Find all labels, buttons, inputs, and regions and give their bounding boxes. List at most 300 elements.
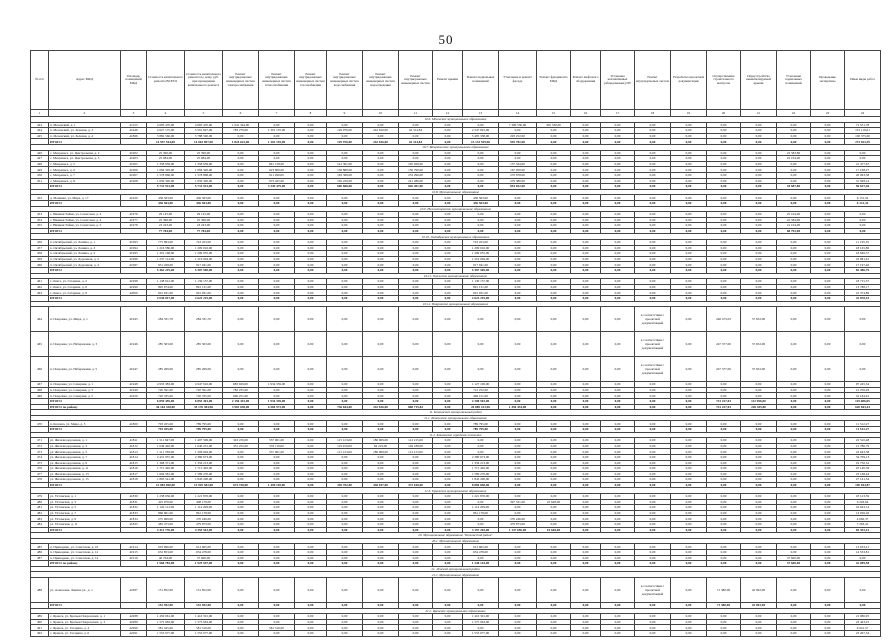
table-cell: 0,00 xyxy=(635,167,671,173)
table-row xyxy=(31,577,881,602)
table-row xyxy=(31,357,881,382)
table-cell: 0,00 xyxy=(571,404,601,410)
address-cell: с. Мехреньга, д. 8 xyxy=(49,178,121,184)
table-cell: 0,00 xyxy=(433,284,463,290)
table-cell: 469 151,00 xyxy=(463,393,499,399)
table-cell: 0,00 xyxy=(295,307,327,332)
table-cell: 0,00 xyxy=(259,614,295,620)
table-cell: 0,00 xyxy=(671,460,707,466)
table-cell: 0,00 xyxy=(777,494,811,500)
table-cell: 149 188,00 xyxy=(399,443,433,449)
table-cell: 0,00 xyxy=(499,421,537,427)
column-header: Адрес МКД xyxy=(49,51,121,110)
table-cell: 0,00 xyxy=(777,454,811,460)
table-cell: 0,00 xyxy=(327,602,363,608)
table-cell: 0,00 xyxy=(741,625,777,631)
table-cell: 0,00 xyxy=(707,167,741,173)
table-cell: 0,00 xyxy=(635,421,671,427)
table-cell: 490 xyxy=(31,619,49,625)
table-cell: 0,00 xyxy=(777,262,811,268)
column-header: Ремонт лифтового оборудования xyxy=(571,51,601,110)
table-cell: 0,00 xyxy=(259,466,295,472)
table-cell: 0,00 xyxy=(433,460,463,466)
table-cell: 0,00 xyxy=(741,527,777,533)
address-cell: ул. Ухтомская, д. 7 xyxy=(49,510,121,516)
table-cell: 14 957 544,00 xyxy=(147,139,185,145)
table-cell: 0,00 xyxy=(671,268,707,274)
table-cell: 0,00 xyxy=(499,561,537,567)
table-cell: 0,00 xyxy=(571,256,601,262)
table-cell: 0,00 xyxy=(433,200,463,206)
table-cell: 0,00 xyxy=(363,262,399,268)
address-cell: ИТОГО xyxy=(49,184,121,190)
column-number: 20 xyxy=(707,110,741,117)
table-cell: 0,00 xyxy=(571,161,601,167)
table-cell: 0,00 xyxy=(671,382,707,388)
table-cell: 0,00 xyxy=(433,251,463,257)
table-cell: 652 853,00 xyxy=(147,550,185,556)
table-cell: 0,00 xyxy=(571,505,601,511)
table-cell: 0,00 xyxy=(399,499,433,505)
table-cell: 720 591,00 xyxy=(147,387,185,393)
table-cell: 0,00 xyxy=(463,217,499,223)
table-cell: 25 140,59 xyxy=(845,466,881,472)
table-cell: 0,00 xyxy=(707,454,741,460)
table-cell: 0,00 xyxy=(327,527,363,533)
table-cell: 0,00 xyxy=(811,172,845,178)
table-cell: 0,00 xyxy=(463,443,499,449)
table-cell: 0,00 xyxy=(601,561,635,567)
table-cell: 0,00 xyxy=(741,443,777,449)
table-cell: 0,00 xyxy=(777,602,811,608)
table-cell: 0,00 xyxy=(433,195,463,201)
table-cell: 0,00 xyxy=(463,577,499,602)
table-cell: 0,00 xyxy=(363,460,399,466)
table-cell: 246 473,03 xyxy=(707,307,741,332)
table-cell: 0,00 xyxy=(601,454,635,460)
table-cell: 0,00 xyxy=(571,251,601,257)
table-cell: 0,00 xyxy=(295,178,327,184)
column-header: Установка коллективных (общедомовых) ПУ xyxy=(601,51,635,110)
table-cell: 0,00 xyxy=(537,387,571,393)
table-cell: 18 946,37 xyxy=(845,251,881,257)
table-cell: 0,00 xyxy=(537,245,571,251)
table-cell: 436 563,00 xyxy=(463,195,499,201)
table-cell: 0,00 xyxy=(259,262,295,268)
table-cell: 0,00 xyxy=(601,184,635,190)
table-cell: 0,00 xyxy=(363,178,399,184)
table-cell: 0,00 xyxy=(433,561,463,567)
section-title: 21.1. Муниципальное образование xyxy=(31,572,881,578)
table-cell: 0,00 xyxy=(295,262,327,268)
table-cell: 0,00 xyxy=(295,577,327,602)
table-cell: 0,00 xyxy=(433,404,463,410)
column-number: 3 xyxy=(121,110,147,117)
table-cell: 17 168,27 xyxy=(845,167,881,173)
table-cell: 41946 xyxy=(121,128,147,134)
table-cell: 0,00 xyxy=(777,398,811,404)
table-cell: 19 750,52 xyxy=(845,460,881,466)
table-cell: 41830 xyxy=(121,494,147,500)
table-cell: 0,00 xyxy=(363,499,399,505)
table-cell: 0,00 xyxy=(537,466,571,472)
table-cell: 0,00 xyxy=(601,122,635,128)
table-cell: 0,00 xyxy=(601,150,635,156)
table-cell: 0,00 xyxy=(295,630,327,636)
table-cell: 0,00 xyxy=(777,516,811,522)
table-cell: 25 084,00 xyxy=(185,156,223,162)
table-cell: 0,00 xyxy=(399,262,433,268)
table-cell: 0,00 xyxy=(433,167,463,173)
table-cell: 613 665,00 xyxy=(463,544,499,550)
table-cell: 0,00 xyxy=(811,245,845,251)
table-cell: 0,00 xyxy=(635,393,671,399)
table-cell: 0,00 xyxy=(635,382,671,388)
table-cell: 302 530,00 xyxy=(537,122,571,128)
table-cell: 0,00 xyxy=(707,200,741,206)
table-cell: 0,00 xyxy=(601,161,635,167)
table-cell: 0,00 xyxy=(741,382,777,388)
table-cell: 0,00 xyxy=(537,223,571,229)
address-cell: п. Мезенский, ул. Зеленая, д. 3 xyxy=(49,128,121,134)
table-cell: 0,00 xyxy=(635,268,671,274)
table-cell: 41831 xyxy=(121,499,147,505)
table-cell: 0,00 xyxy=(671,217,707,223)
table-cell: 5 495 338,00 xyxy=(463,133,499,139)
table-cell: 0,00 xyxy=(811,223,845,229)
header-row xyxy=(31,51,881,110)
table-cell: 18 123,59 xyxy=(845,494,881,500)
table-cell: 0,00 xyxy=(399,296,433,302)
table-cell: 454 xyxy=(31,217,49,223)
table-cell: 0,00 xyxy=(259,240,295,246)
table-cell: 0,00 xyxy=(223,505,259,511)
table-cell: 0,00 xyxy=(463,228,499,234)
table-cell: 0,00 xyxy=(363,307,399,332)
table-cell: 0,00 xyxy=(571,296,601,302)
table-cell: 0,00 xyxy=(463,212,499,218)
table-cell: 0,00 xyxy=(433,172,463,178)
table-cell: 931 458,00 xyxy=(147,262,185,268)
column-header: № п/п xyxy=(31,51,49,110)
table-cell: 0,00 xyxy=(707,290,741,296)
table-cell: 0,00 xyxy=(363,332,399,357)
table-cell: 0,00 xyxy=(811,544,845,550)
table-cell: 190 844,87 xyxy=(845,482,881,488)
table-cell: 0,00 xyxy=(811,290,845,296)
table-cell: 397 531,00 xyxy=(499,499,537,505)
table-cell: 0,00 xyxy=(707,139,741,145)
table-cell: 0,00 xyxy=(571,284,601,290)
table-cell: 0,00 xyxy=(363,602,399,608)
table-cell: 0,00 xyxy=(433,139,463,145)
table-cell: 42 314,84 xyxy=(399,128,433,134)
table-cell: 0,00 xyxy=(811,296,845,302)
table-cell: 0,00 xyxy=(433,228,463,234)
table-cell: 0,00 xyxy=(635,471,671,477)
table-cell: 7 263,41 xyxy=(845,522,881,528)
table-cell: 40 764,00 xyxy=(147,555,185,561)
table-cell: 0,00 xyxy=(499,625,537,631)
table-cell: 0,00 xyxy=(811,438,845,444)
table-cell: 0,00 xyxy=(635,122,671,128)
address-cell: с. Мехреньга, д. 6 xyxy=(49,167,121,173)
table-cell: 0,00 xyxy=(499,357,537,382)
table-cell: 0,00 xyxy=(399,200,433,206)
table-cell: 0,00 xyxy=(671,139,707,145)
table-cell: 0,00 xyxy=(741,245,777,251)
table-cell: 0,00 xyxy=(777,195,811,201)
table-cell: 0,00 xyxy=(741,200,777,206)
table-cell: 0,00 xyxy=(671,398,707,404)
table-cell: 457 xyxy=(31,245,49,251)
table-cell: 0,00 xyxy=(537,471,571,477)
table-cell: 0,00 xyxy=(327,223,363,229)
table-cell: 101 116,61 xyxy=(845,128,881,134)
address-cell: ИТОГО по району xyxy=(49,404,121,410)
table-cell: 0,00 xyxy=(363,577,399,602)
address-cell: с. Нижняя Тойма, ул. Советская, д. 4 xyxy=(49,217,121,223)
table-cell: 25 104,00 xyxy=(777,212,811,218)
table-cell: 0,00 xyxy=(811,454,845,460)
table-cell: 0,00 xyxy=(537,505,571,511)
table-cell: 0,00 xyxy=(537,357,571,382)
table-cell: 115 123,00 xyxy=(327,438,363,444)
table-cell: 0,00 xyxy=(571,630,601,636)
table-cell: 0,00 xyxy=(363,156,399,162)
table-cell: 77 784,00 xyxy=(147,228,185,234)
table-cell: 0,00 xyxy=(601,128,635,134)
table-cell: 42287 xyxy=(121,577,147,602)
table-cell: 0,00 xyxy=(499,466,537,472)
table-cell: 443 xyxy=(31,122,49,128)
table-cell: 0,00 xyxy=(399,619,433,625)
table-cell: 0,00 xyxy=(601,268,635,274)
table-cell: 465 xyxy=(31,332,49,357)
column-header: Ремонт внутридомовых инженерных систем водоснабжения xyxy=(327,51,363,110)
table-cell: 0,00 xyxy=(811,357,845,382)
table-cell: 0,00 xyxy=(601,296,635,302)
table-cell: 0,00 xyxy=(811,150,845,156)
table-cell: 112 956,00 xyxy=(741,398,777,404)
table-cell: 0,00 xyxy=(671,614,707,620)
table-cell: 459 xyxy=(31,256,49,262)
table-cell: 854 652,00 xyxy=(499,184,537,190)
table-cell: 1 589 270,00 xyxy=(463,471,499,477)
table-cell: 683 929,00 xyxy=(223,382,259,388)
table-cell: 0,00 xyxy=(707,522,741,528)
table-cell: 464 xyxy=(31,307,49,332)
table-cell: 0,00 xyxy=(537,477,571,483)
table-cell: 0,00 xyxy=(327,217,363,223)
table-cell: 35 176 384,96 xyxy=(185,404,223,410)
table-cell: 0,00 xyxy=(433,256,463,262)
column-number: 22 xyxy=(777,110,811,117)
table-cell: 0,00 xyxy=(327,290,363,296)
table-cell: 0,00 xyxy=(601,426,635,432)
table-cell: 0,00 xyxy=(601,195,635,201)
table-cell: 0,00 xyxy=(601,466,635,472)
table-cell: 0,00 xyxy=(741,494,777,500)
table-cell: 41996 xyxy=(121,256,147,262)
table-cell: 41998 xyxy=(121,279,147,285)
table-cell: 1 120 112,00 xyxy=(147,505,185,511)
table-cell: 0,00 xyxy=(363,555,399,561)
table-cell: 0,00 xyxy=(499,217,537,223)
table-cell: 0,00 xyxy=(433,128,463,134)
table-cell: 0,00 xyxy=(571,527,601,533)
table-cell: 0,00 xyxy=(363,466,399,472)
table-cell: 0,00 xyxy=(223,625,259,631)
table-cell: 0,00 xyxy=(601,522,635,528)
column-number: 11 xyxy=(399,110,433,117)
address-cell: п. Мезенский, ул. Зеленая, д. 4 xyxy=(49,133,121,139)
table-cell: 36 164 328,00 xyxy=(147,404,185,410)
table-cell: 0,00 xyxy=(433,156,463,162)
table-cell: 41903 xyxy=(121,156,147,162)
table-cell: 0,00 xyxy=(327,421,363,427)
table-cell: 1 248 143,00 xyxy=(463,561,499,567)
table-cell: 0,00 xyxy=(223,150,259,156)
table-cell: 0,00 xyxy=(295,251,327,257)
table-cell: 1 459 661,00 xyxy=(147,614,185,620)
address-cell: ИТОГО xyxy=(49,228,121,234)
table-cell: 0,00 xyxy=(571,438,601,444)
table-cell: 620 843,44 xyxy=(845,404,881,410)
table-cell: 623 600,00 xyxy=(259,167,295,173)
table-cell: 0,00 xyxy=(811,577,845,602)
table-cell: 0,00 xyxy=(363,290,399,296)
table-cell: 41833 xyxy=(121,510,147,516)
table-cell: 1 219 004,00 xyxy=(463,256,499,262)
table-cell: 41949 xyxy=(121,387,147,393)
table-cell: 275 669,00 xyxy=(147,516,185,522)
table-cell: 1 356 213,00 xyxy=(185,460,223,466)
table-cell: 0,00 xyxy=(671,505,707,511)
table-cell: 26 889 413,96 xyxy=(463,404,499,410)
table-cell: 0,00 xyxy=(777,133,811,139)
table-cell: 0,00 xyxy=(635,150,671,156)
table-cell: 0,00 xyxy=(327,284,363,290)
table-cell: 0,00 xyxy=(327,251,363,257)
table-cell: 0,00 xyxy=(295,505,327,511)
table-cell: 1 299 055,00 xyxy=(185,251,223,257)
table-cell: 0,00 xyxy=(777,477,811,483)
table-cell: 0,00 xyxy=(601,290,635,296)
table-cell: 0,00 xyxy=(499,296,537,302)
table-cell: 0,00 xyxy=(811,426,845,432)
table-cell: 0,00 xyxy=(433,223,463,229)
table-cell: 0,00 xyxy=(707,387,741,393)
table-cell: 0,00 xyxy=(295,200,327,206)
address-cell: п. Покровка, ул. Набережная, д. 3 xyxy=(49,332,121,357)
table-cell: 0,00 xyxy=(741,156,777,162)
table-cell: 720 335,00 xyxy=(185,393,223,399)
table-cell: 21 104,00 xyxy=(777,223,811,229)
table-cell: 0,00 xyxy=(499,223,537,229)
table-cell: 0,00 xyxy=(635,251,671,257)
table-cell: 0,00 xyxy=(499,245,537,251)
table-cell: 0,00 xyxy=(707,477,741,483)
address-cell: ул. Железнодорожная, д. 11 xyxy=(49,466,121,472)
table-cell: 163 398,00 xyxy=(327,172,363,178)
table-cell: 0,00 xyxy=(223,332,259,357)
table-cell: 41815 xyxy=(121,460,147,466)
address-cell: п. Октябрьский, ул. Дорожная, д. 4 xyxy=(49,262,121,268)
table-cell: 0,00 xyxy=(845,217,881,223)
table-cell: 285 303,00 xyxy=(147,332,185,357)
table-cell: 115 123,00 xyxy=(327,449,363,455)
table-cell: 0,00 xyxy=(463,522,499,528)
table-cell: 475 xyxy=(31,460,49,466)
table-cell: 0,00 xyxy=(399,471,433,477)
table-cell: 0,00 xyxy=(327,133,363,139)
table-cell: 152 952,00 xyxy=(147,602,185,608)
table-cell: 0,00 xyxy=(635,482,671,488)
table-cell: 0,00 xyxy=(811,212,845,218)
table-cell: 0,00 xyxy=(571,122,601,128)
table-cell: 0,00 xyxy=(259,426,295,432)
table-cell: 0,00 xyxy=(259,223,295,229)
table-cell: 0,00 xyxy=(463,555,499,561)
table-cell: 0,00 xyxy=(537,284,571,290)
table-cell: 0,00 xyxy=(499,510,537,516)
table-cell: 0,00 xyxy=(571,357,601,382)
table-cell: 10 648,00 xyxy=(537,499,571,505)
table-cell: 0,00 xyxy=(601,332,635,357)
table-cell: 0,00 xyxy=(399,505,433,511)
table-cell: 0,00 xyxy=(327,262,363,268)
table-cell: 0,00 xyxy=(259,550,295,556)
table-cell: 0,00 xyxy=(845,332,881,357)
table-cell: 0,00 xyxy=(741,516,777,522)
table-cell: 41902 xyxy=(121,150,147,156)
table-cell: 0,00 xyxy=(741,228,777,234)
table-cell: 0,00 xyxy=(223,602,259,608)
table-cell: 0,00 xyxy=(363,268,399,274)
column-number: 16 xyxy=(571,110,601,117)
table-cell: 37 600,00 xyxy=(777,555,811,561)
table-cell: 0,00 xyxy=(363,228,399,234)
table-cell: 1 221 876,00 xyxy=(463,494,499,500)
table-cell: 0,00 xyxy=(777,466,811,472)
table-cell: 0,00 xyxy=(433,550,463,556)
table-cell: 0,00 xyxy=(671,449,707,455)
table-cell: 12 256,29 xyxy=(845,387,881,393)
table-cell: 1 216 586,00 xyxy=(147,245,185,251)
table-cell: 1 130 157,00 xyxy=(185,279,223,285)
table-cell: 0,00 xyxy=(295,284,327,290)
table-cell: 0,00 xyxy=(499,200,537,206)
table-cell: 0,00 xyxy=(741,172,777,178)
table-cell: 484 xyxy=(31,522,49,528)
section-title: 11.2. Коношское городское поселение xyxy=(31,432,881,438)
table-cell: 0,00 xyxy=(707,630,741,636)
table-cell: 1 358 959,00 xyxy=(147,161,185,167)
table-cell: 41997 xyxy=(121,262,147,268)
table-cell: 41812 xyxy=(121,443,147,449)
table-cell: 0,00 xyxy=(777,421,811,427)
table-cell: 0,00 xyxy=(223,494,259,500)
table-cell: 438 037,00 xyxy=(363,482,399,488)
table-cell: 0,00 xyxy=(259,150,295,156)
table-cell: 0,00 xyxy=(295,172,327,178)
table-cell: 0,00 xyxy=(433,471,463,477)
table-cell: 0,00 xyxy=(433,494,463,500)
table-cell: 0,00 xyxy=(433,522,463,528)
table-cell: 0,00 xyxy=(433,217,463,223)
table-cell: 16 981,61 xyxy=(845,256,881,262)
